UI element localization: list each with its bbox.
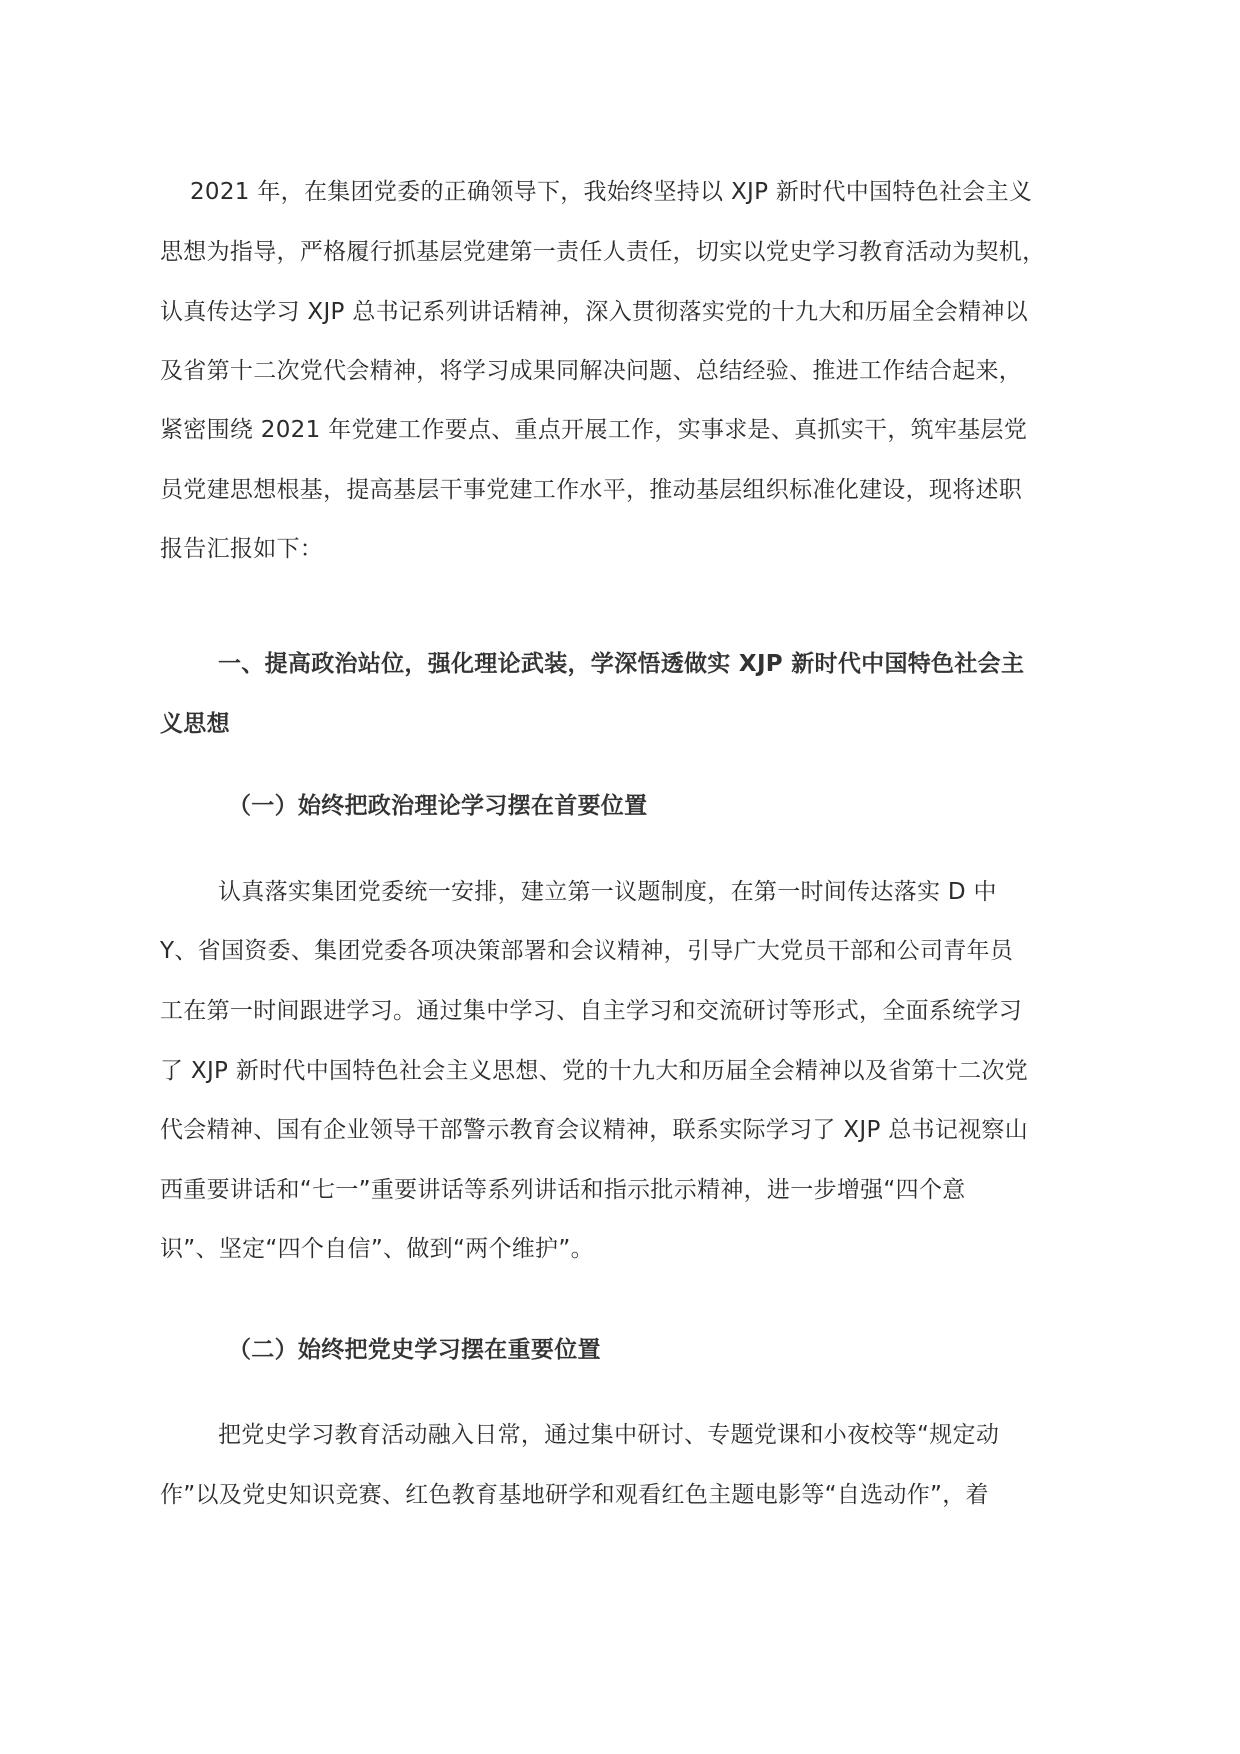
sub1-line-3: 工在第一时间跟进学习。通过集中学习、自主学习和交流研讨等形式，全面系统学习 — [160, 998, 1023, 1024]
sub1-line-2: Y、省国资委、集团党委各项决策部署和会议精神，引导广大党员干部和公司青年员 — [160, 938, 1014, 964]
section1-heading-line-1: 一、提高政治站位，强化理论武装，学深悟透做实 XJP 新时代中国特色社会主 — [218, 651, 1025, 677]
sub1-line-6: 西重要讲话和“七一”重要讲话等系列讲话和指示批示精神，进一步增强“四个意 — [160, 1177, 966, 1203]
subsection1-heading: （一）始终把政治理论学习摆在首要位置 — [228, 793, 648, 819]
sub2-line-1: 把党史学习教育活动融入日常，通过集中研讨、专题党课和小夜校等“规定动 — [218, 1422, 1000, 1448]
section1-heading-line-2: 义思想 — [160, 711, 230, 737]
intro-line-4: 及省第十二次党代会精神，将学习成果同解决问题、总结经验、推进工作结合起来， — [160, 358, 1023, 384]
intro-line-7: 报告汇报如下： — [160, 536, 324, 562]
intro-line-5: 紧密围绕 2021 年党建工作要点、重点开展工作，实事求是、真抓实干，筑牢基层党 — [160, 417, 1028, 443]
sub1-line-5: 代会精神、国有企业领导干部警示教育会议精神，联系实际学习了 XJP 总书记视察山 — [160, 1117, 1029, 1143]
sub1-line-1: 认真落实集团党委统一安排，建立第一议题制度，在第一时间传达落实 D 中 — [218, 879, 997, 905]
intro-line-2: 思想为指导，严格履行抓基层党建第一责任人责任，切实以党史学习教育活动为契机， — [160, 239, 1046, 265]
sub1-line-4: 了 XJP 新时代中国特色社会主义思想、党的十九大和历届全会精神以及省第十二次党 — [160, 1058, 1029, 1084]
sub2-line-2: 作”以及党史知识竞赛、红色教育基地研学和观看红色主题电影等“自选动作”，着 — [160, 1482, 989, 1508]
intro-line-1: 2021 年，在集团党委的正确领导下，我始终坚持以 XJP 新时代中国特色社会主义 — [190, 179, 1033, 205]
intro-line-6: 员党建思想根基，提高基层干事党建工作水平，推动基层组织标准化建设，现将述职 — [160, 477, 1023, 503]
sub1-line-7: 识”、坚定“四个自信”、做到“两个维护”。 — [160, 1236, 594, 1262]
subsection2-heading: （二）始终把党史学习摆在重要位置 — [228, 1337, 601, 1363]
intro-line-3: 认真传达学习 XJP 总书记系列讲话精神，深入贯彻落实党的十九大和历届全会精神以 — [160, 299, 1029, 325]
